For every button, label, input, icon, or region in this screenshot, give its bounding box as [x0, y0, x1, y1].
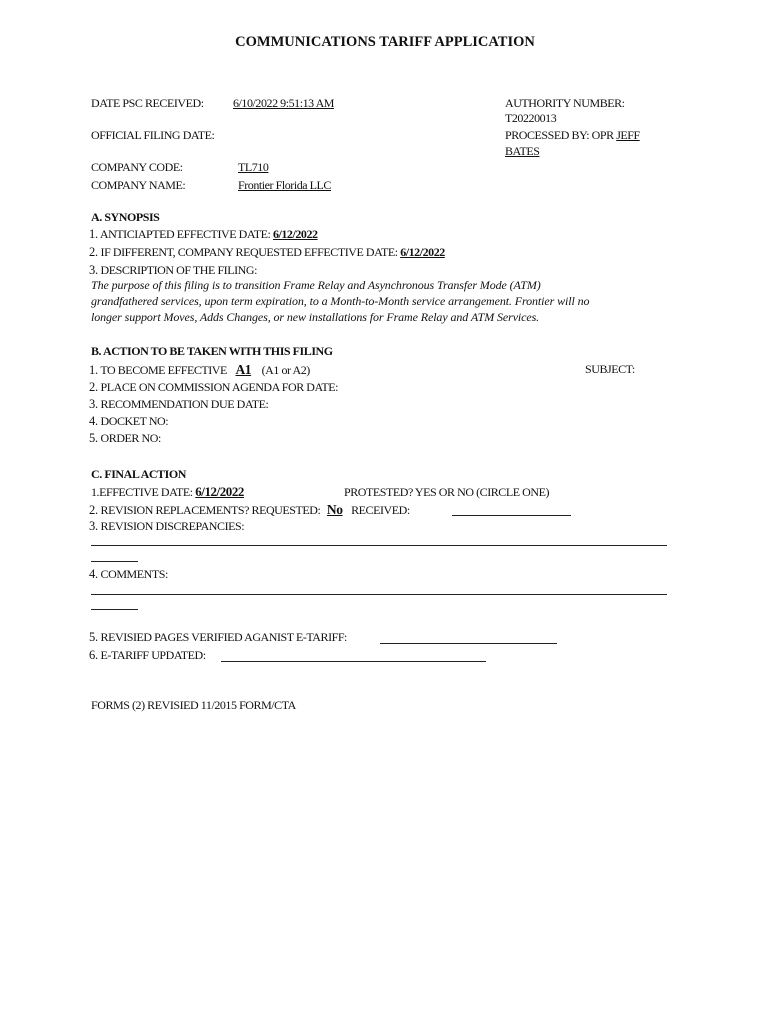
revision-received-label: RECEIVED:	[351, 503, 410, 517]
company-code-label: COMPANY CODE:	[91, 160, 183, 174]
page-title: COMMUNICATIONS TARIFF APPLICATION	[235, 34, 535, 50]
item-number: 4.	[89, 567, 98, 581]
pages-verified-label: REVISIED PAGES VERIFIED AGANIST E-TARIFF:	[100, 630, 347, 644]
synopsis-item-1	[89, 227, 318, 242]
item-number: 2.	[89, 380, 98, 394]
processed-by	[505, 128, 640, 143]
final-action-item-4	[89, 567, 168, 582]
discrepancies-blank-line-end	[91, 561, 138, 562]
description-line-2: grandfathered services, upon term expiration, to a Month-to-Month service arrangement. Frontier will no	[91, 294, 590, 308]
to-become-effective-label: TO BECOME EFFECTIVE	[100, 363, 227, 377]
item-number: 2.	[89, 245, 98, 259]
item-number: 3.	[89, 263, 98, 277]
description-line-3: longer support Moves, Adds Changes, or new installations for Frame Relay and ATM Services.	[91, 310, 540, 324]
item-number: 1.	[89, 227, 98, 241]
action-item-5	[89, 431, 161, 446]
action-item-2	[89, 380, 338, 395]
subject-label: SUBJECT:	[585, 362, 635, 376]
processed-by-first-name: JEFF	[616, 128, 640, 142]
received-blank-line	[452, 515, 571, 516]
docket-no-label: DOCKET NO:	[100, 414, 169, 428]
authority-number-label: AUTHORITY NUMBER:	[505, 96, 625, 110]
date-psc-received-value: 6/10/2022 9:51:13 AM	[233, 96, 335, 110]
item-number: 5.	[89, 630, 98, 644]
official-filing-date-label: OFFICIAL FILING DATE:	[91, 128, 215, 142]
form-footer: FORMS (2) REVISIED 11/2015 FORM/CTA	[91, 698, 296, 712]
revision-replacements-label: REVISION REPLACEMENTS? REQUESTED:	[100, 503, 321, 517]
comments-blank-line-end	[91, 609, 138, 610]
company-name-label: COMPANY NAME:	[91, 178, 186, 192]
final-action-item-6	[89, 648, 206, 663]
item-number: 3.	[89, 397, 98, 411]
action-heading: B. ACTION TO BE TAKEN WITH THIS FILING	[91, 344, 333, 358]
processed-by-last-name: BATES	[505, 144, 540, 158]
pages-verified-blank-line	[380, 643, 557, 644]
item-number: 4.	[89, 414, 98, 428]
company-name-value: Frontier Florida LLC	[238, 178, 331, 192]
item-number: 3.	[89, 519, 98, 533]
revision-requested-value: No	[326, 502, 343, 517]
final-action-item-5	[89, 630, 347, 645]
description-label: DESCRIPTION OF THE FILING:	[100, 263, 257, 277]
final-action-item-2	[89, 502, 410, 518]
commission-agenda-label: PLACE ON COMMISSION AGENDA FOR DATE:	[100, 380, 339, 394]
synopsis-item-2	[89, 245, 445, 260]
action-item-1	[89, 362, 310, 378]
synopsis-heading: A. SYNOPSIS	[91, 210, 160, 224]
action-item-4	[89, 414, 168, 429]
to-become-effective-value: A1	[235, 362, 252, 377]
discrepancies-blank-line	[91, 545, 667, 546]
final-action-item-3	[89, 519, 244, 534]
comments-blank-line	[91, 594, 667, 595]
anticipated-effective-date-value: 6/12/2022	[272, 227, 318, 241]
description-line-1: The purpose of this filing is to transition Frame Relay and Asynchronous Transfer Mode (ATM)	[91, 278, 541, 292]
processed-by-label: PROCESSED BY: OPR	[505, 128, 614, 142]
final-action-heading: C. FINAL ACTION	[91, 467, 186, 481]
comments-label: COMMENTS:	[100, 567, 168, 581]
date-psc-received-label: DATE PSC RECEIVED:	[91, 96, 204, 110]
final-effective-date-label: 1.EFFECTIVE DATE:	[91, 485, 193, 499]
item-number: 6.	[89, 648, 98, 662]
authority-number-value: T20220013	[505, 111, 557, 125]
order-no-label: ORDER NO:	[100, 431, 161, 445]
requested-effective-date-value: 6/12/2022	[400, 245, 445, 259]
synopsis-item-3	[89, 263, 257, 278]
e-tariff-updated-blank-line	[221, 661, 486, 662]
requested-effective-date-label: IF DIFFERENT, COMPANY REQUESTED EFFECTIVE DATE:	[100, 245, 398, 259]
revision-discrepancies-label: REVISION DISCREPANCIES:	[100, 519, 245, 533]
protested-label: PROTESTED? YES OR NO (CIRCLE ONE)	[344, 485, 550, 499]
to-become-effective-hint: (A1 or A2)	[261, 363, 310, 377]
item-number: 2.	[89, 503, 98, 517]
e-tariff-updated-label: E-TARIFF UPDATED:	[100, 648, 206, 662]
item-number: 5.	[89, 431, 98, 445]
item-number: 1.	[89, 363, 98, 377]
recommendation-due-date-label: RECOMMENDATION DUE DATE:	[100, 397, 269, 411]
company-code-value: TL710	[238, 160, 269, 174]
action-item-3	[89, 397, 268, 412]
final-effective-date-value: 6/12/2022	[195, 484, 244, 499]
anticipated-effective-date-label: ANTICIAPTED EFFECTIVE DATE:	[99, 227, 271, 241]
final-action-item-1	[91, 484, 244, 500]
